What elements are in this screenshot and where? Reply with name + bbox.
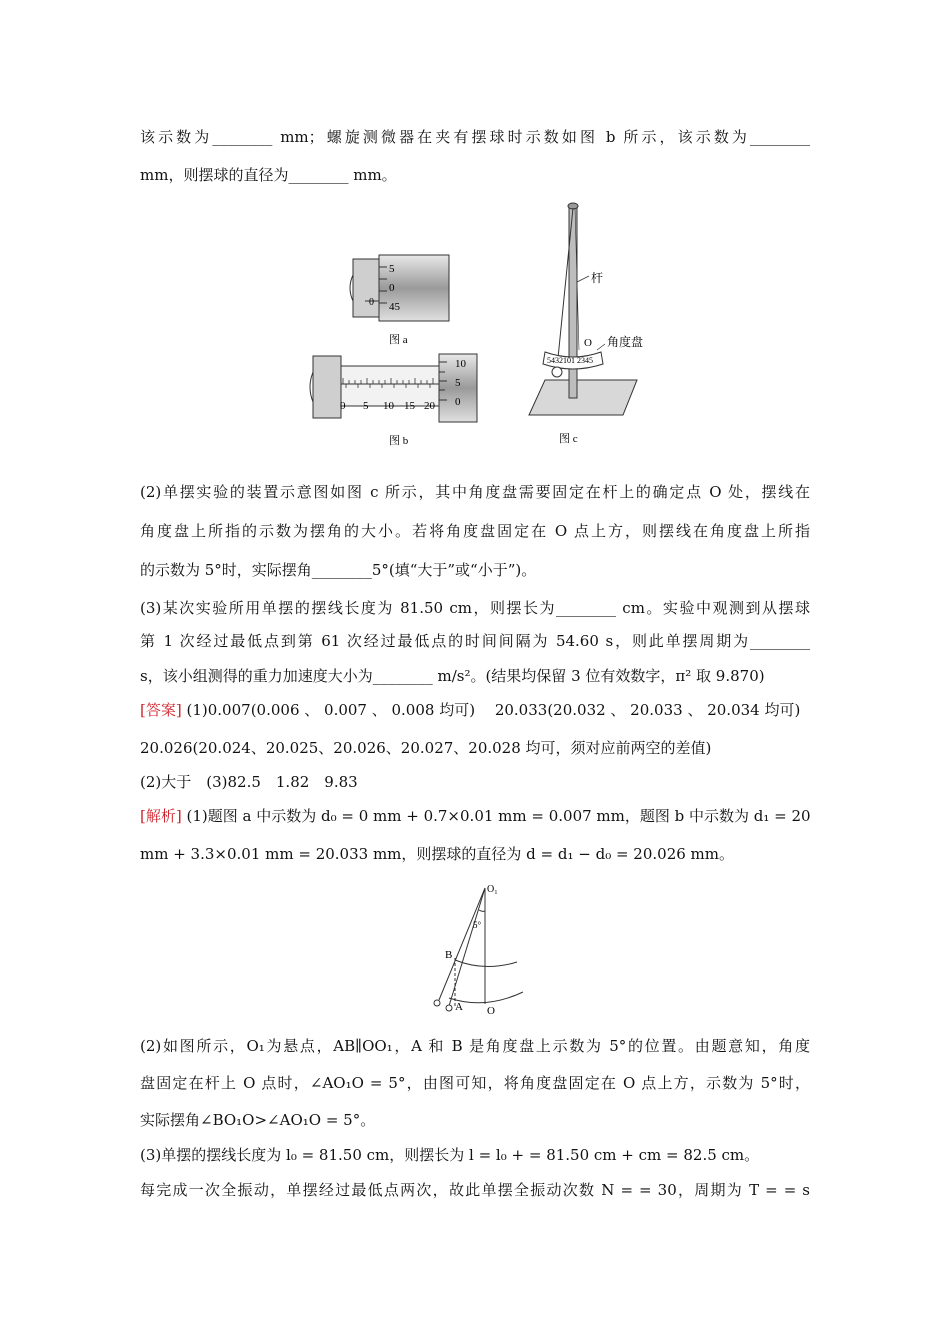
fig-d-o1: O₁: [487, 884, 498, 895]
figure-c-pendulum-apparatus: [515, 200, 665, 450]
question-line-4: 角度盘上所指的示数为摆角的大小。若将角度盘固定在 O 点上方，则摆线在角度盘上所指: [140, 522, 810, 540]
analysis-text-1: (1)题图 a 中示数为 d₀ = 0 mm + 0.7×0.01 mm = 0.007 mm，题图 b 中示数为 d₁ = 20: [186, 807, 811, 825]
analysis-line-3: (2)如图所示，O₁为悬点，AB∥OO₁，A 和 B 是角度盘上示数为 5°的位置。由题意知，角度: [140, 1037, 810, 1055]
analysis-line-4: 盘固定在杆上 O 点时，∠AO₁O = 5°，由图可知，将角度盘固定在 O 点上方，示数为 5°时，: [140, 1074, 810, 1092]
question-line-5: 的示数为 5°时，实际摆角________5°(填“大于”或“小于”)。: [140, 561, 537, 579]
answer-line-3: (2)大于 (3)82.5 1.82 9.83: [140, 773, 358, 791]
answer-line-1: [140, 700, 810, 720]
fig-c-dial-numbers: 5432101 2345: [547, 356, 593, 365]
figure-a-micrometer: [345, 245, 465, 355]
fig-b-scale-10: 10: [383, 400, 394, 412]
fig-b-caption: 图 b: [389, 435, 409, 447]
fig-b-scale-5: 5: [363, 400, 369, 412]
fig-a-zero: 0: [369, 297, 374, 308]
fig-a-tick-0: 0: [389, 282, 395, 294]
fig-b-tick-5: 5: [455, 377, 461, 389]
question-line-6: (3)某次实验所用单摆的摆线长度为 81.50 cm，则摆长为________ cm。实验中观测到从摆球: [140, 599, 810, 617]
question-line-8: s，该小组测得的重力加速度大小为________ m/s²。(结果均保留 3 位有效数字，π² 取 9.870): [140, 667, 765, 685]
fig-b-tick-0: 0: [455, 396, 461, 408]
answer-tag: [答案]: [140, 701, 182, 719]
fig-a-tick-5: 5: [389, 263, 395, 275]
figure-d-angle-sketch: [425, 880, 535, 1020]
fig-c-dial-label: 角度盘: [607, 335, 644, 349]
figure-b-micrometer: [305, 350, 480, 450]
analysis-line-7: 每完成一次全振动，单摆经过最低点两次，故此单摆全振动次数 N = = 30，周期为 T = = s: [140, 1181, 810, 1199]
analysis-line-5: 实际摆角∠BO₁O>∠AO₁O = 5°。: [140, 1111, 376, 1129]
answer-line-2: 20.026(20.024、20.025、20.026、20.027、20.028 均可，须对应前两空的差值): [140, 739, 712, 757]
analysis-tag: [解析]: [140, 807, 182, 825]
analysis-line-1: [140, 806, 810, 826]
question-line-1: 该示数为________ mm；螺旋测微器在夹有摆球时示数如图 b 所示，该示数为________: [140, 128, 810, 146]
question-line-2: mm，则摆球的直径为________ mm。: [140, 166, 397, 184]
fig-b-scale-0: 0: [340, 400, 346, 412]
fig-b-scale-20: 20: [424, 400, 435, 412]
fig-a-caption: 图 a: [389, 334, 408, 346]
fig-c-point-o: O: [584, 337, 592, 349]
fig-b-scale-15: 15: [404, 400, 415, 412]
fig-c-caption: 图 c: [559, 433, 578, 445]
question-line-7: 第 1 次经过最低点到第 61 次经过最低点的时间间隔为 54.60 s，则此单摆周期为________: [140, 632, 810, 650]
fig-a-tick-45: 45: [389, 301, 400, 313]
analysis-line-2: mm + 3.3×0.01 mm = 20.033 mm，则摆球的直径为 d = d₁ − d₀ = 20.026 mm。: [140, 845, 735, 863]
fig-d-o: O: [487, 1005, 495, 1017]
question-line-3: (2)单摆实验的装置示意图如图 c 所示，其中角度盘需要固定在杆上的确定点 O 处，摆线在: [140, 483, 810, 501]
analysis-line-6: (3)单摆的摆线长度为 l₀ = 81.50 cm，则摆长为 l = l₀ + = 81.50 cm + cm = 82.5 cm。: [140, 1146, 760, 1164]
fig-d-a: A: [455, 1001, 463, 1013]
fig-d-angle: 5°: [473, 920, 482, 930]
fig-b-tick-10: 10: [455, 358, 466, 370]
fig-c-rod-label: 杆: [591, 271, 604, 285]
answer-text-1: (1)0.007(0.006 、 0.007 、 0.008 均可) 20.033(20.032 、 20.033 、 20.034 均可): [186, 701, 801, 719]
fig-d-b: B: [445, 949, 453, 961]
